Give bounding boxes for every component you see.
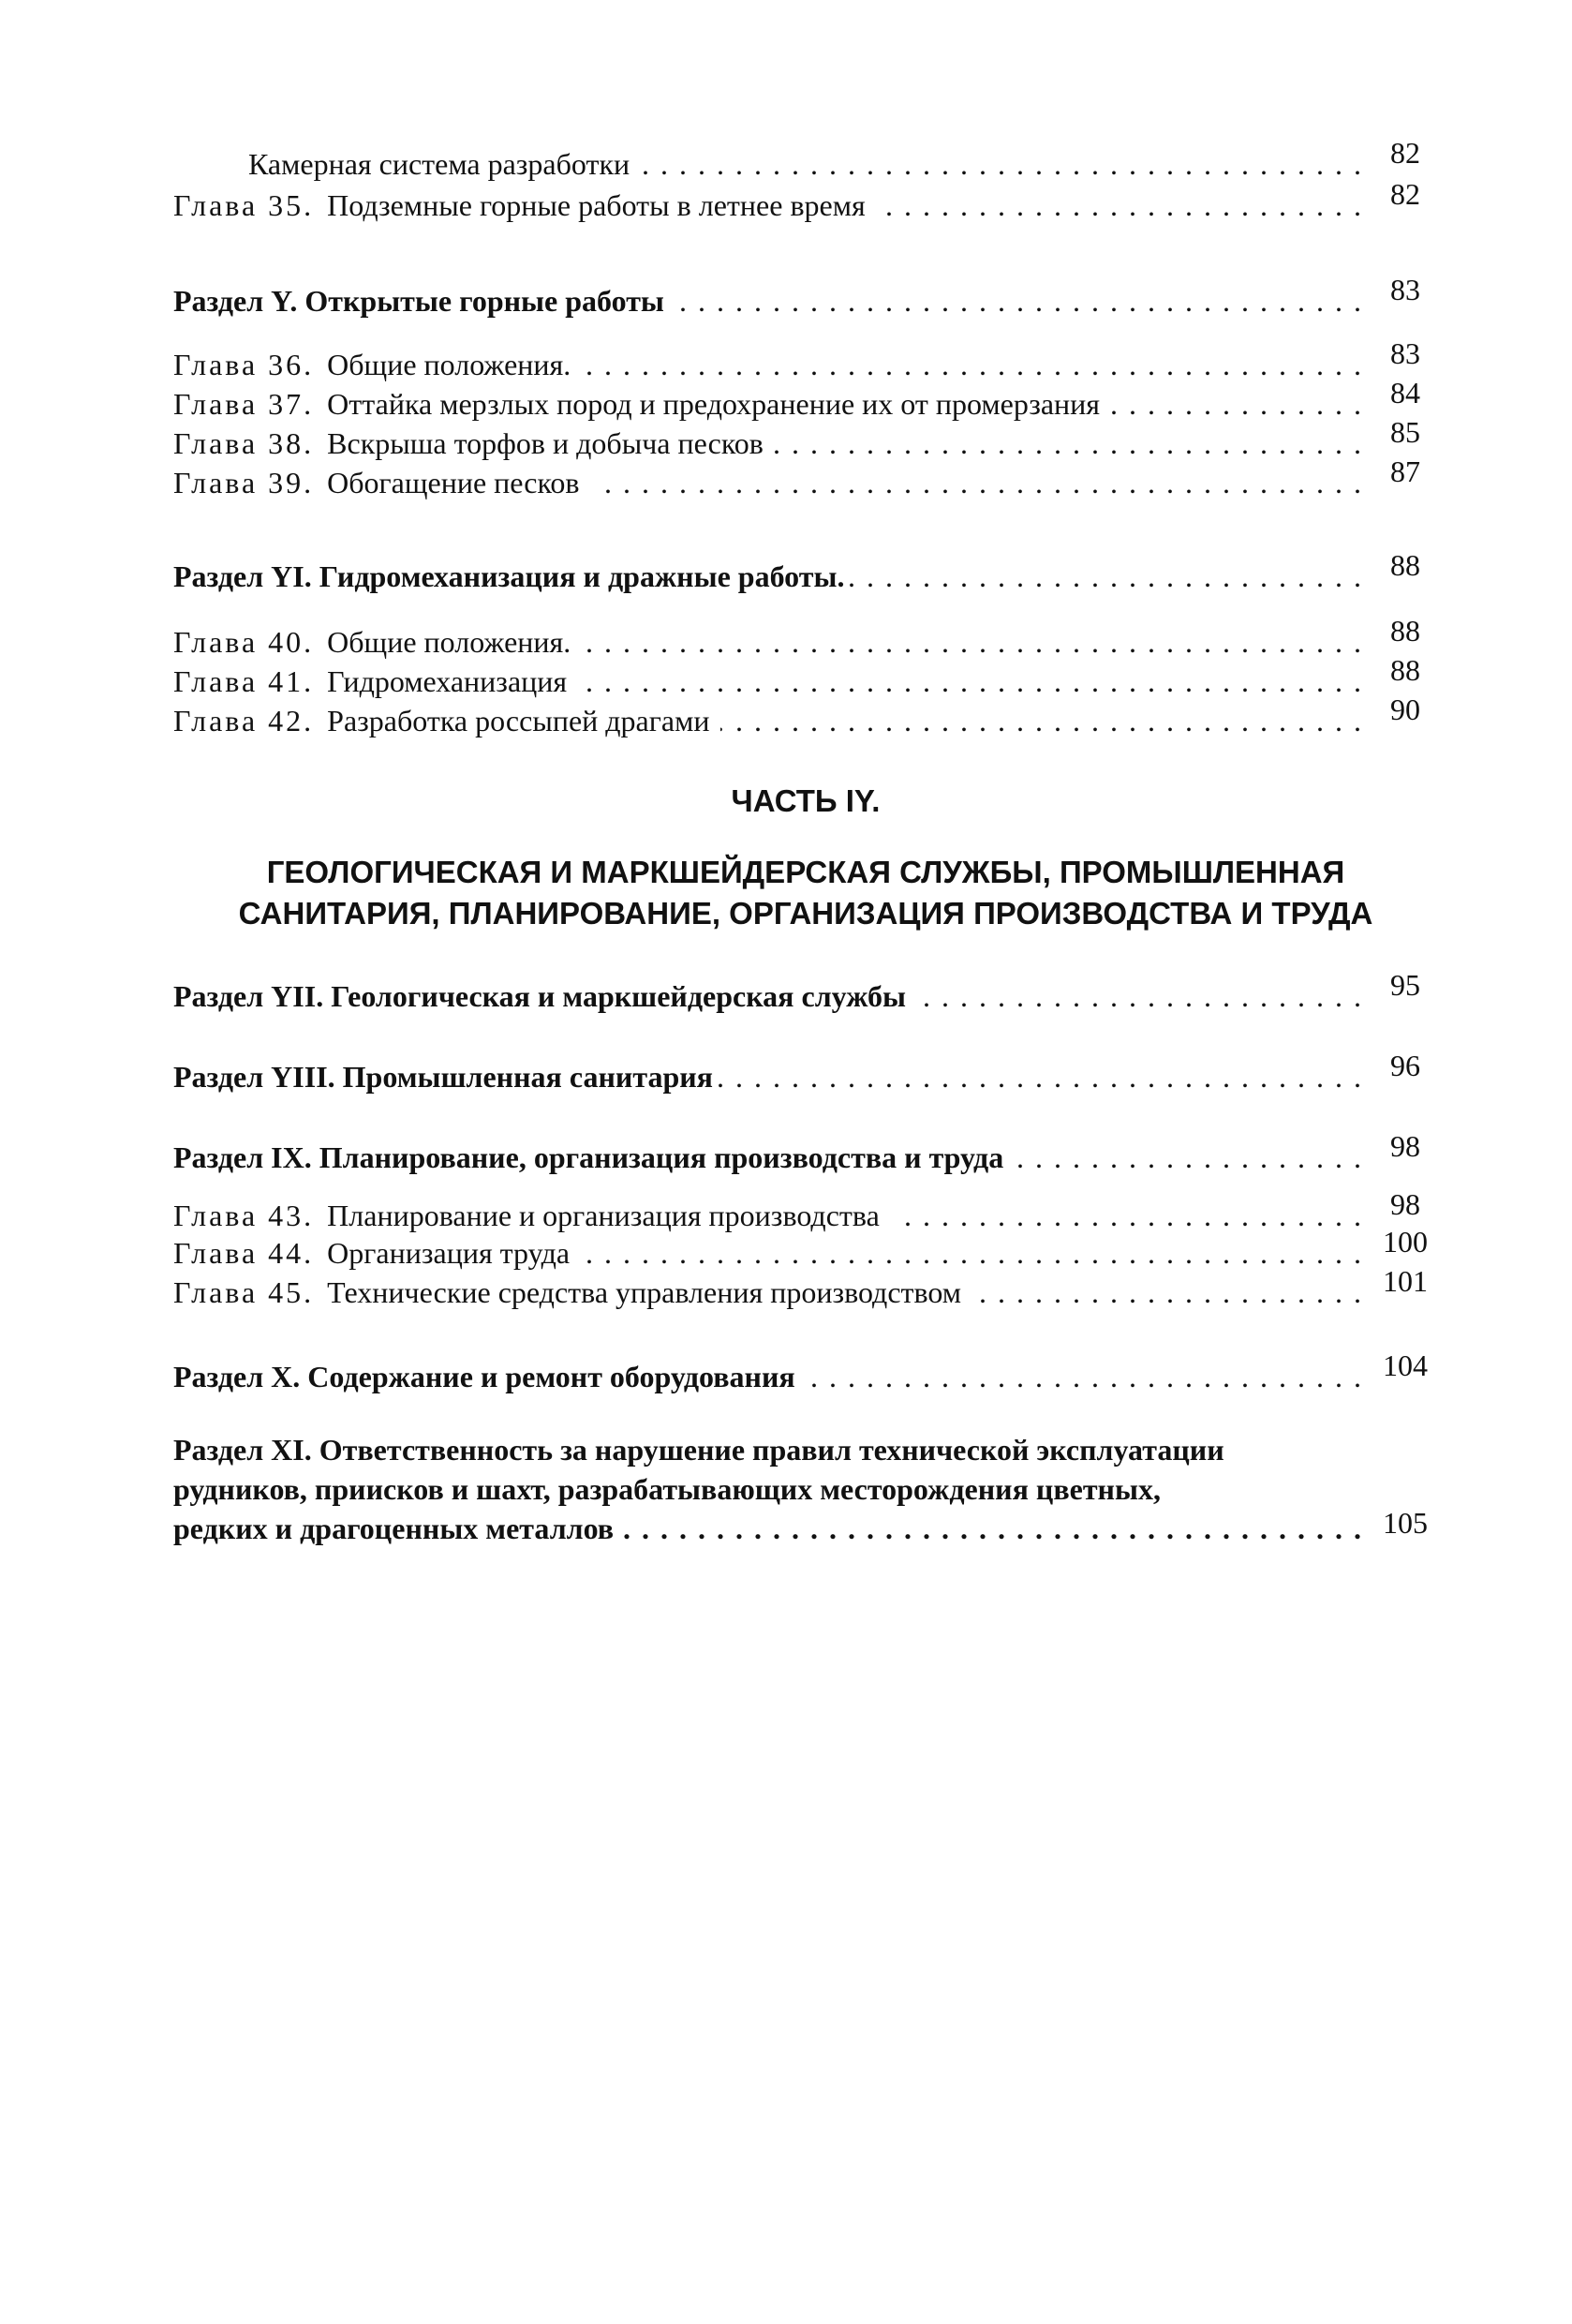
toc-section — [173, 273, 1438, 322]
section-text: Раздел Y. Открытые горные работы — [173, 284, 670, 318]
entry-text: Камерная система разработки — [173, 147, 635, 181]
entry-text: Технические средства управления производством — [327, 1275, 967, 1309]
toc-entry — [173, 1225, 1438, 1274]
page-number: 98 — [1390, 1129, 1420, 1163]
toc-entry — [173, 336, 1438, 386]
section-text: Раздел X. Содержание и ремонт оборудования — [173, 1360, 801, 1393]
part-heading: ЧАСТЬ IY. — [731, 783, 881, 818]
page-number: 83 — [1390, 273, 1420, 306]
toc-entry — [173, 177, 1438, 227]
page-number: 101 — [1383, 1264, 1428, 1298]
toc-section-multiline — [173, 1430, 1438, 1548]
chapter-label: Глава 41. — [173, 664, 319, 698]
section-text: Раздел YII. Геологическая и маркшейдерская службы — [173, 979, 912, 1013]
chapter-label: Глава 43. — [173, 1199, 319, 1232]
toc-entry — [173, 415, 1438, 465]
page-number: 87 — [1390, 454, 1420, 488]
section-line-1: Раздел XI. Ответственность за нарушение правил технической эксплуатации — [173, 1433, 1224, 1467]
entry-text: Общие положения. — [327, 348, 576, 381]
page-number: 88 — [1390, 653, 1420, 687]
chapter-label: Глава 37. — [173, 387, 319, 421]
page-number: 88 — [1390, 614, 1420, 648]
section-text: Раздел YIII. Промышленная санитария — [173, 1060, 719, 1094]
toc-entry — [173, 693, 1438, 742]
entry-text: Планирование и организация производства — [327, 1199, 885, 1232]
section-text: Раздел IX. Планирование, организация производства и труда — [173, 1140, 1009, 1174]
page-number: 88 — [1390, 548, 1420, 582]
section-text: Раздел YI. Гидромеханизация и дражные работы. — [173, 559, 850, 593]
toc-section — [173, 968, 1438, 1018]
entry-text: Разработка россыпей драгами — [327, 704, 715, 737]
page-number: 90 — [1390, 693, 1420, 726]
section-line-3: редких и драгоценных металлов — [173, 1512, 619, 1545]
toc-entry — [173, 454, 1438, 504]
page-number: 85 — [1390, 415, 1420, 449]
chapter-label: Глава 42. — [173, 704, 319, 737]
chapter-label: Глава 36. — [173, 348, 319, 381]
chapter-label: Глава 45. — [173, 1275, 319, 1309]
part-title-line-1: ГЕОЛОГИЧЕСКАЯ И МАРКШЕЙДЕРСКАЯ СЛУЖБЫ, ПРОМЫШЛЕННАЯ — [266, 855, 1345, 889]
entry-text: Подземные горные работы в летнее время — [327, 188, 871, 222]
page-number: 82 — [1390, 177, 1420, 211]
page-number: 96 — [1390, 1049, 1420, 1082]
entry-text: Обогащение песков — [327, 466, 585, 499]
entry-text: Оттайка мерзлых пород и предохранение их от промерзания — [327, 387, 1105, 421]
chapter-label: Глава 39. — [173, 466, 319, 499]
page-number: 104 — [1383, 1348, 1428, 1382]
toc-entry — [173, 614, 1438, 663]
chapter-label: Глава 38. — [173, 426, 319, 460]
chapter-label: Глава 35. — [173, 188, 319, 222]
toc-entry — [173, 136, 1438, 186]
entry-text: Общие положения. — [327, 625, 576, 659]
entry-text: Вскрыша торфов и добыча песков — [327, 426, 769, 460]
page-number: 83 — [1390, 336, 1420, 370]
page-number: 84 — [1390, 376, 1420, 410]
chapter-label: Глава 44. — [173, 1236, 319, 1270]
page-number: 105 — [1383, 1506, 1428, 1540]
entry-text: Гидромеханизация — [327, 664, 572, 698]
toc-entry — [173, 376, 1438, 425]
page-number: 98 — [1390, 1187, 1420, 1221]
toc-entry — [173, 653, 1438, 703]
page-number: 100 — [1383, 1225, 1428, 1259]
toc-section — [173, 1348, 1438, 1398]
toc-entry — [173, 1264, 1438, 1314]
toc-section — [173, 1049, 1438, 1098]
section-line-2: рудников, приисков и шахт, разрабатывающих месторождения цветных, — [173, 1472, 1161, 1506]
part-title-line-2: САНИТАРИЯ, ПЛАНИРОВАНИЕ, ОРГАНИЗАЦИЯ ПРОИЗВОДСТВА И ТРУДА — [238, 896, 1373, 931]
toc-section — [173, 548, 1438, 598]
page-number: 82 — [1390, 136, 1420, 170]
page-number: 95 — [1390, 968, 1420, 1002]
entry-text: Организация труда — [327, 1236, 575, 1270]
chapter-label: Глава 40. — [173, 625, 319, 659]
toc-section — [173, 1129, 1438, 1179]
